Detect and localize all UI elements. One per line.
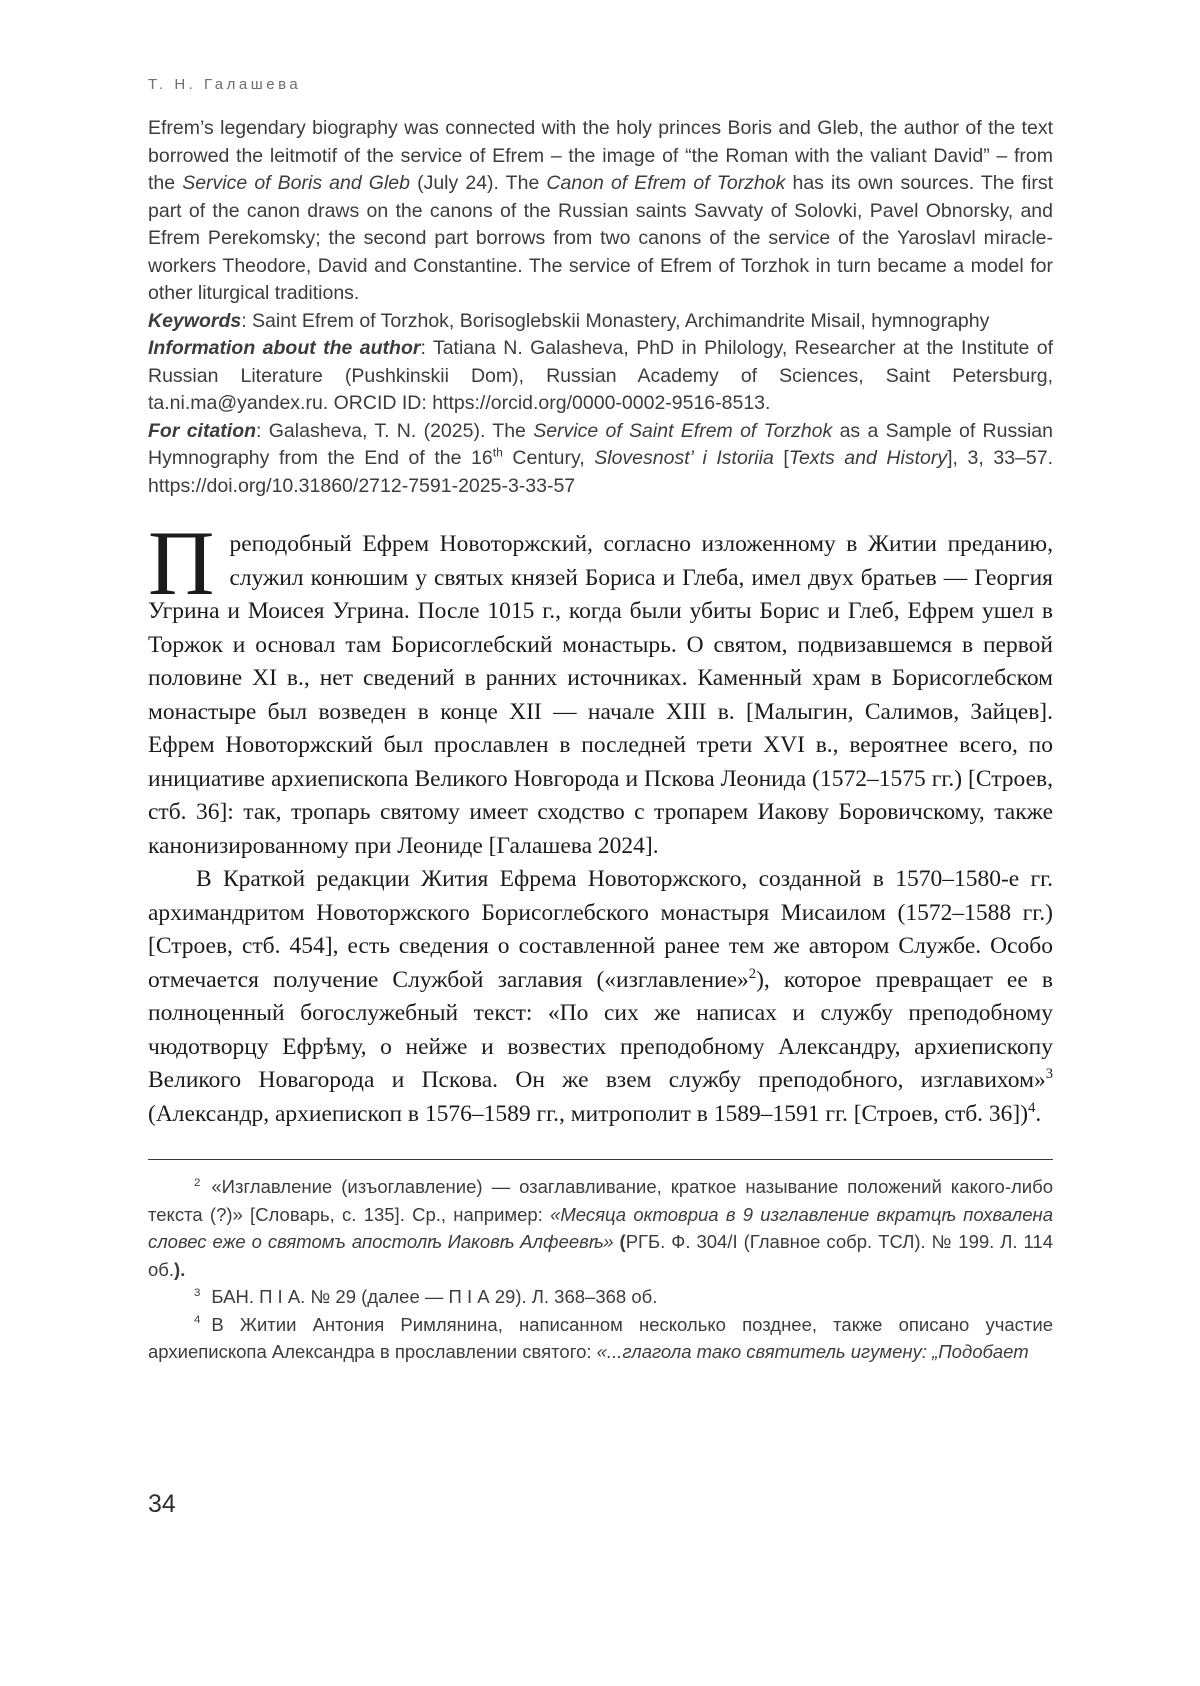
footnote-ref-3: 3: [1045, 1066, 1053, 1083]
text-run: (July 24). The: [410, 172, 547, 194]
text-run: ), которое превращает ее в полноценный богослужебный текст: «По сих же написах и службу преподобному чюдотворцу Ефрѣму, о нейже и возвестих преподобному Александру, архиепископу Великого Новагорода и Пскова. Он же взем службу преподобного, изглавихом»: [148, 966, 1053, 1093]
footnote-ref-4: 4: [1028, 1099, 1036, 1116]
text-run: «Изглавление (изъоглавление) — озаглавливание, краткое называние положений какого-либо текста (?)» [Словарь, с. 135]. Ср., например:: [148, 1176, 1053, 1225]
footnotes-block: [148, 1159, 1053, 1366]
keywords-label: Keywords: [148, 309, 242, 332]
footnote-2: [148, 1173, 1053, 1283]
italic-title-run: Service of Boris and Gleb: [182, 172, 410, 194]
running-head: Т. Н. Галашева: [148, 76, 302, 93]
drop-cap: П: [148, 512, 215, 614]
footnote-number: 2: [194, 1176, 201, 1189]
text-column: [148, 76, 1053, 1366]
body-paragraph-2: [148, 863, 1053, 1131]
keywords-line: [148, 308, 1053, 336]
text-run: has its own sources. The first part of the canon draws on the canons of the Russian saints Savvaty of Solovki, Pavel Obnorsky, and Efrem Perekomsky; the second part borrows from two canons of the service of the Yaroslavl miracle-workers Theodore, David and Constantine. The service of Efrem of Torzhok in turn became a model for other liturgical traditions.: [148, 172, 1053, 304]
article-body: [148, 512, 1053, 1131]
italic-quote-run: «...глагола тако святитель игумену: „Подобает: [596, 1341, 1029, 1362]
text-run: В Житии Антония Римлянина, написанном несколько позднее, также описано участие архиепископа Александра в прославлении святого:: [148, 1313, 1053, 1362]
author-info-text: : Tatiana N. Galasheva, PhD in Philology, Researcher at the Institute of Russian Literature (Pushkinskii Dom), Russian Academy of Sciences, Saint Petersburg, ta.ni.ma@yandex.ru. ORCID ID: https://orcid.org/0000-0002-9516-8513.: [148, 337, 1053, 414]
italic-quote-run: «Месяца октовриа в 9 изглавление вкратцѣ похвалена словес еже о святомъ апостолѣ Иаковѣ Алфеевѣ»: [148, 1203, 1053, 1252]
footnote-number: 3: [194, 1286, 201, 1299]
text-run: : Galasheva, T. N. (2025). The: [256, 419, 534, 442]
text-run: В Краткой редакции Жития Ефрема Новоторжского, созданной в 1570–1580-е гг. архимандритом Новоторжского Борисоглебского монастыря Мисаилом (1572–1588 гг.) [Строев, стб. 454], есть сведения о составленной ранее тем же автором Службе. Особо отмечается получение Службой заглавия («изглавление»: [148, 866, 1053, 993]
body-paragraph-1: [148, 512, 1053, 863]
text-run: as a Sample of Russian Hymnography from the End of the 16: [148, 419, 1053, 469]
text-run: ], 3, 33–57. https://doi.org/10.31860/2712-7591-2025-3-33-57: [148, 447, 1053, 497]
bold-paren-run: (: [619, 1231, 626, 1252]
abstract-block: [148, 115, 1053, 500]
text-run: БАН. П I А. № 29 (далее — П I А 29). Л. 368–368 об.: [211, 1286, 658, 1307]
text-run: Efrem’s legendary biography was connected with the holy princes Boris and Gleb, the author of the text borrowed the leitmotif of the service of Efrem – the image of “the Roman with the valiant David” – from the: [148, 117, 1053, 194]
footnote-3: [148, 1283, 1053, 1311]
footnote-number: 4: [194, 1314, 201, 1327]
page-number: 34: [148, 1490, 176, 1518]
author-info-line: [148, 335, 1053, 418]
citation-line: [148, 418, 1053, 501]
text-run: (Александр, архиепископ в 1576–1589 гг., митрополит в 1589–1591 гг. [Строев, стб. 36]): [148, 1100, 1029, 1127]
text-run: РГБ. Ф. 304/I (Главное собр. ТСЛ). № 199. Л. 114 об.: [148, 1231, 1054, 1280]
text-run: реподобный Ефрем Новоторжский, согласно изложенному в Житии преданию, служил конюшим у святых князей Бориса и Глеба, имел двух братьев — Георгия Угрина и Моисея Угрина. После 1015 г., когда были убиты Борис и Глеб, Ефрем ушел в Торжок и основал там Борисоглебский монастырь. О святом, подвизавшемся в первой половине XI в., нет сведений в ранних источниках. Каменный храм в Борисоглебском монастыре был возведен в конце XII — начале XIII в. [Малыгин, Салимов, Зайцев]. Ефрем Новоторжский был прославлен в последней трети XVI в., вероятнее всего, по инициативе архиепископа Великого Новгорода и Пскова Леонида (1572–1575 гг.) [Строев, стб. 36]: так, тропарь святому имеет сходство с тропарем Иакову Боровичскому, также канонизированному при Леониде [Галашева 2024].: [148, 531, 1053, 859]
keywords-text: : Saint Efrem of Torzhok, Borisoglebskii Monastery, Archimandrite Misail, hymnography: [241, 309, 990, 332]
text-run: Century,: [502, 447, 595, 469]
italic-title-run: Canon of Efrem of Torzhok: [546, 172, 786, 194]
ordinal-superscript: th: [492, 445, 503, 460]
italic-title-run: Service of Saint Efrem of Torzhok: [533, 419, 833, 442]
citation-label: For citation: [148, 419, 257, 442]
italic-title-run: Slovesnost’ i Istoriia: [594, 447, 774, 469]
footnote-ref-2: 2: [748, 965, 757, 982]
bold-paren-run: ).: [174, 1258, 186, 1280]
footnote-4: [148, 1311, 1053, 1366]
text-run: .: [1035, 1100, 1042, 1127]
text-run: [: [773, 447, 789, 469]
italic-title-run: Texts and History: [788, 447, 948, 469]
author-info-label: Information about the author: [148, 337, 421, 359]
abstract-paragraph: [148, 115, 1053, 308]
